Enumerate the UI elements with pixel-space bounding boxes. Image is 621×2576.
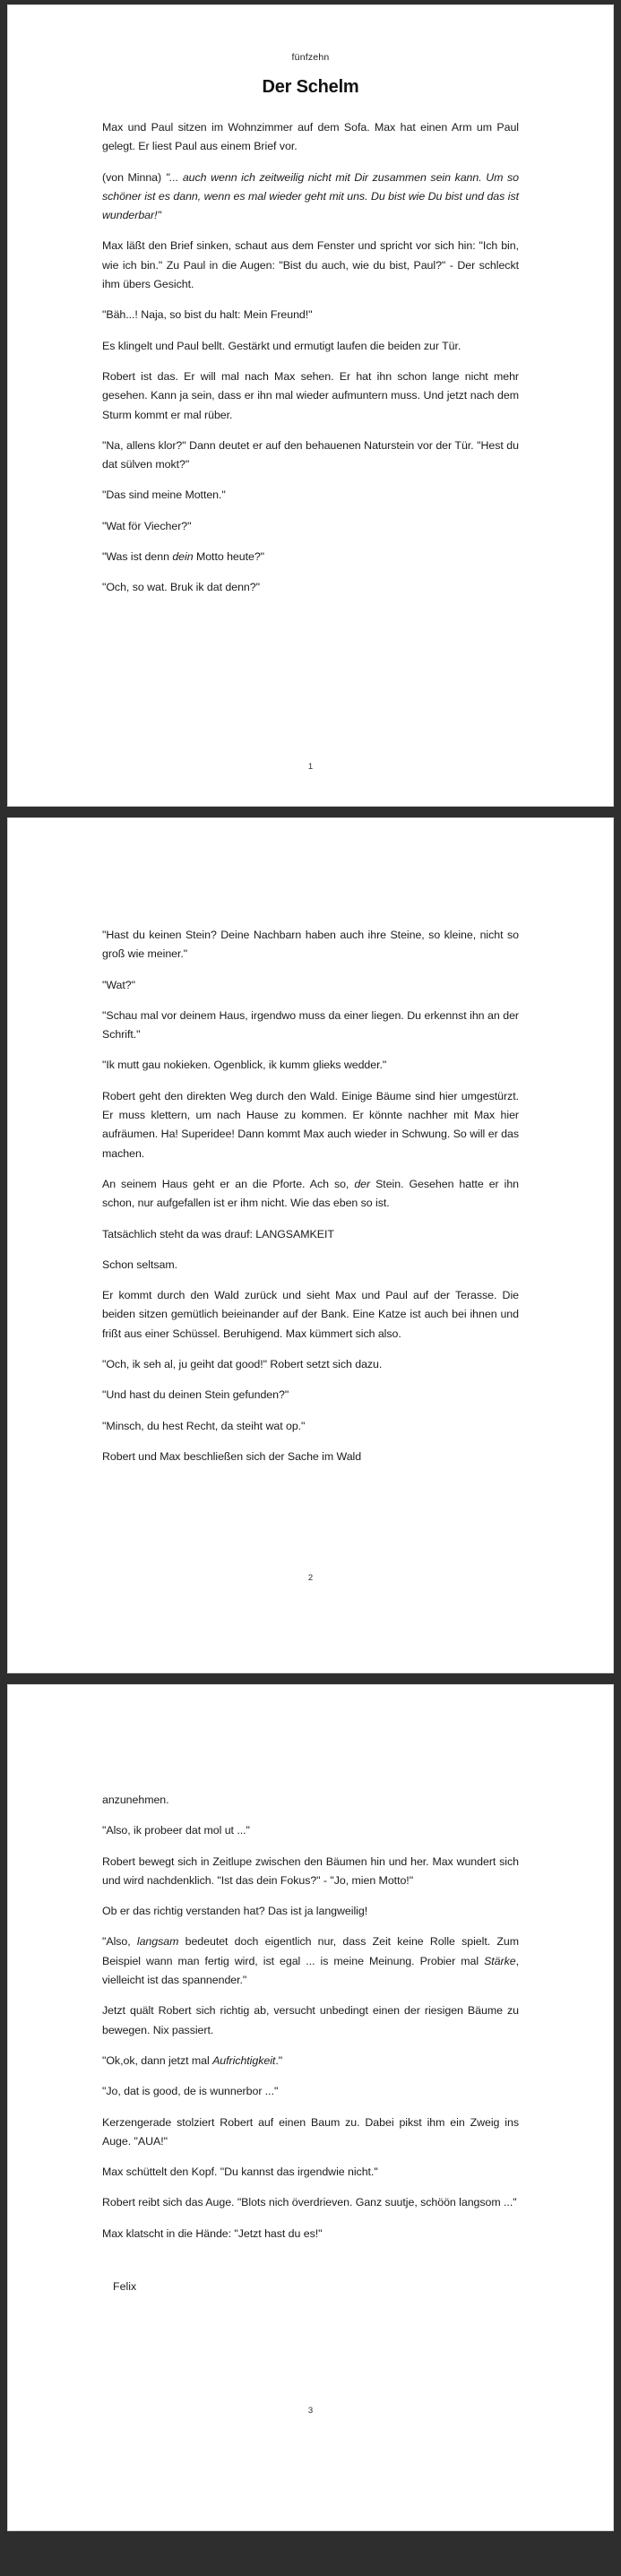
page-number: 1 (307, 762, 314, 772)
motto-text-before: "Was ist denn (102, 550, 173, 564)
paragraph: "Und hast du deinen Stein gefunden?" (102, 1388, 289, 1402)
paragraph: Schon seltsam. (102, 1258, 178, 1271)
aufrichtigkeit-emphasis: Aufrichtigkeit (212, 2053, 276, 2067)
letter-source: (von Minna) (102, 170, 166, 184)
paragraph: "Bäh...! Naja, so bist du halt: Mein Freund!" (102, 308, 313, 322)
paragraph: "Wat för Viecher?" (102, 519, 192, 532)
aufrichtig-text-before: "Ok,ok, dann jetzt mal (102, 2053, 213, 2067)
document-page-1 (7, 4, 614, 807)
paragraph-motto-question (102, 548, 519, 566)
document-page-2 (7, 817, 614, 1673)
paragraph-langsam-staerke (102, 1932, 519, 1990)
paragraph: "Ik mutt gau nokieken. Ogenblick, ik kumm glieks wedder." (102, 1059, 387, 1072)
paragraph: "Jo, dat is good, de is wunnerbor ..." (102, 2085, 279, 2098)
paragraph: "Minsch, du hest Recht, da steiht wat op." (102, 1419, 306, 1432)
langsam-text-after: , vielleicht ist das spannender." (102, 1954, 519, 1987)
stein-text-after: Stein. Gesehen hatte er ihn schon, nur aufgefallen ist er ihm nicht. Wie das eben so ist. (102, 1177, 520, 1210)
paragraph-aufrichtigkeit (102, 2052, 519, 2070)
paragraph: Ob er das richtig verstanden hat? Das ist ja langweilig! (102, 1905, 368, 1918)
paragraph: Robert geht den direkten Weg durch den Wald. Einige Bäume sind hier umgestürzt. Er muss klettern, um nach Hause zu kommen. Er könnte nachher mit Max hier aufräumen. Ha! Superidee! Dann kommt Max auch wieder in Schwung. So will er das machen. (102, 1089, 519, 1160)
paragraph: "Och, so wat. Bruk ik dat denn?" (102, 581, 260, 594)
paragraph-continued: Robert und Max beschließen sich der Sache im Wald (102, 1449, 362, 1463)
paragraph: "Wat?" (102, 978, 135, 991)
paragraph: "Na, allens klor?" Dann deutet er auf den behauenen Naturstein vor der Tür. "Hest du dat sülven mokt?" (102, 438, 519, 471)
page-number: 3 (307, 2406, 314, 2416)
motto-text-after: Motto heute?" (193, 550, 265, 564)
aufrichtig-text-after: ." (275, 2053, 283, 2067)
paragraph: Es klingelt und Paul bellt. Gestärkt und ermutigt laufen die beiden zur Tür. (102, 339, 461, 352)
paragraph: "Hast du keinen Stein? Deine Nachbarn haben auch ihre Steine, so kleine, nicht so groß wie meiner." (102, 929, 519, 961)
author-signature: Felix (113, 2280, 137, 2294)
page-number: 2 (307, 1573, 314, 1583)
paragraph-letter-quote (102, 169, 519, 226)
paragraph-langsamkeit: Tatsächlich steht da was drauf: LANGSAMKEIT (102, 1227, 334, 1240)
paragraph: Robert ist das. Er will mal nach Max sehen. Er hat ihn schon lange nicht mehr gesehen. Kann ja sein, dass er ihn mal wieder aufmuntern muss. Und jetzt nach dem Sturm kommt er mal rüber. (102, 369, 519, 421)
paragraph: "Also, ik probeer dat mol ut ..." (102, 1824, 250, 1837)
chapter-title: Der Schelm (262, 77, 359, 97)
paragraph: "Och, ik seh al, ju geiht dat good!" Robert setzt sich dazu. (102, 1358, 383, 1371)
motto-emphasis: dein (172, 550, 194, 564)
paragraph: Kerzengerade stolziert Robert auf einen Baum zu. Dabei pikst ihm ein Zweig ins Auge. "AUA!" (102, 2115, 519, 2148)
langsam-text-middle: bedeutet doch eigentlich nur, dass Zeit keine Rolle spielt. Zum Beispiel wann man fertig wird, ist egal ... is meine Meinung. Probier mal (102, 1935, 519, 1967)
langsam-emphasis: langsam (136, 1935, 179, 1949)
chapter-number: fünfzehn (291, 52, 330, 63)
stein-text-before: An seinem Haus geht er an die Pforte. Ach so, (102, 1177, 355, 1190)
document-page-3 (7, 1684, 614, 2531)
paragraph-continuation: anzunehmen. (102, 1794, 169, 1806)
paragraph: Robert bewegt sich in Zeitlupe zwischen den Bäumen hin und her. Max wundert sich und wird nachdenklich. "Ist das dein Fokus?" - "Jo, mien Motto!" (102, 1854, 519, 1887)
paragraph: "Schau mal vor deinem Haus, irgendwo muss da einer liegen. Du erkennst ihn an der Schrift." (102, 1008, 519, 1042)
paragraph: Max und Paul sitzen im Wohnzimmer auf dem Sofa. Max hat einen Arm um Paul gelegt. Er liest Paul aus einem Brief vor. (102, 121, 519, 153)
paragraph: Er kommt durch den Wald zurück und sieht Max und Paul auf der Terasse. Die beiden sitzen gemütlich beieinander auf der Bank. Eine Katze ist auch bei ihnen und frißt aus einer Schüssel. Beruhigend. Max kümmert sich also. (102, 1289, 519, 1340)
paragraph: Max schüttelt den Kopf. "Du kannst das irgendwie nicht." (102, 2165, 378, 2179)
langsam-text-before: "Also, (102, 1935, 137, 1949)
paragraph: "Das sind meine Motten." (102, 488, 226, 502)
paragraph: Robert reibt sich das Auge. "Blots nich överdrieven. Ganz suutje, schöön langsom ..." (102, 2196, 517, 2209)
staerke-emphasis: Stärke (484, 1954, 516, 1967)
paragraph: Max klatscht in die Hände: "Jetzt hast du es!" (102, 2226, 323, 2240)
stein-emphasis: der (354, 1177, 371, 1190)
letter-quote-italic: "... auch wenn ich zeitweilig nicht mit Dir zusammen sein kann. Um so schöner ist es dann, wenn es mal wieder geht mit uns. Du bist wie Du bist und das ist wunderbar!" (102, 170, 520, 222)
paragraph: Jetzt quält Robert sich richtig ab, versucht unbedingt einen der riesigen Bäume zu bewegen. Nix passiert. (102, 2004, 519, 2036)
paragraph: Max läßt den Brief sinken, schaut aus dem Fenster und spricht vor sich hin: "Ich bin, wie ich bin." Zu Paul in die Augen: "Bist du auch, wie du bist, Paul?" - Der schleckt ihm übers Gesicht. (102, 239, 519, 291)
paragraph-der-stein (102, 1175, 519, 1214)
